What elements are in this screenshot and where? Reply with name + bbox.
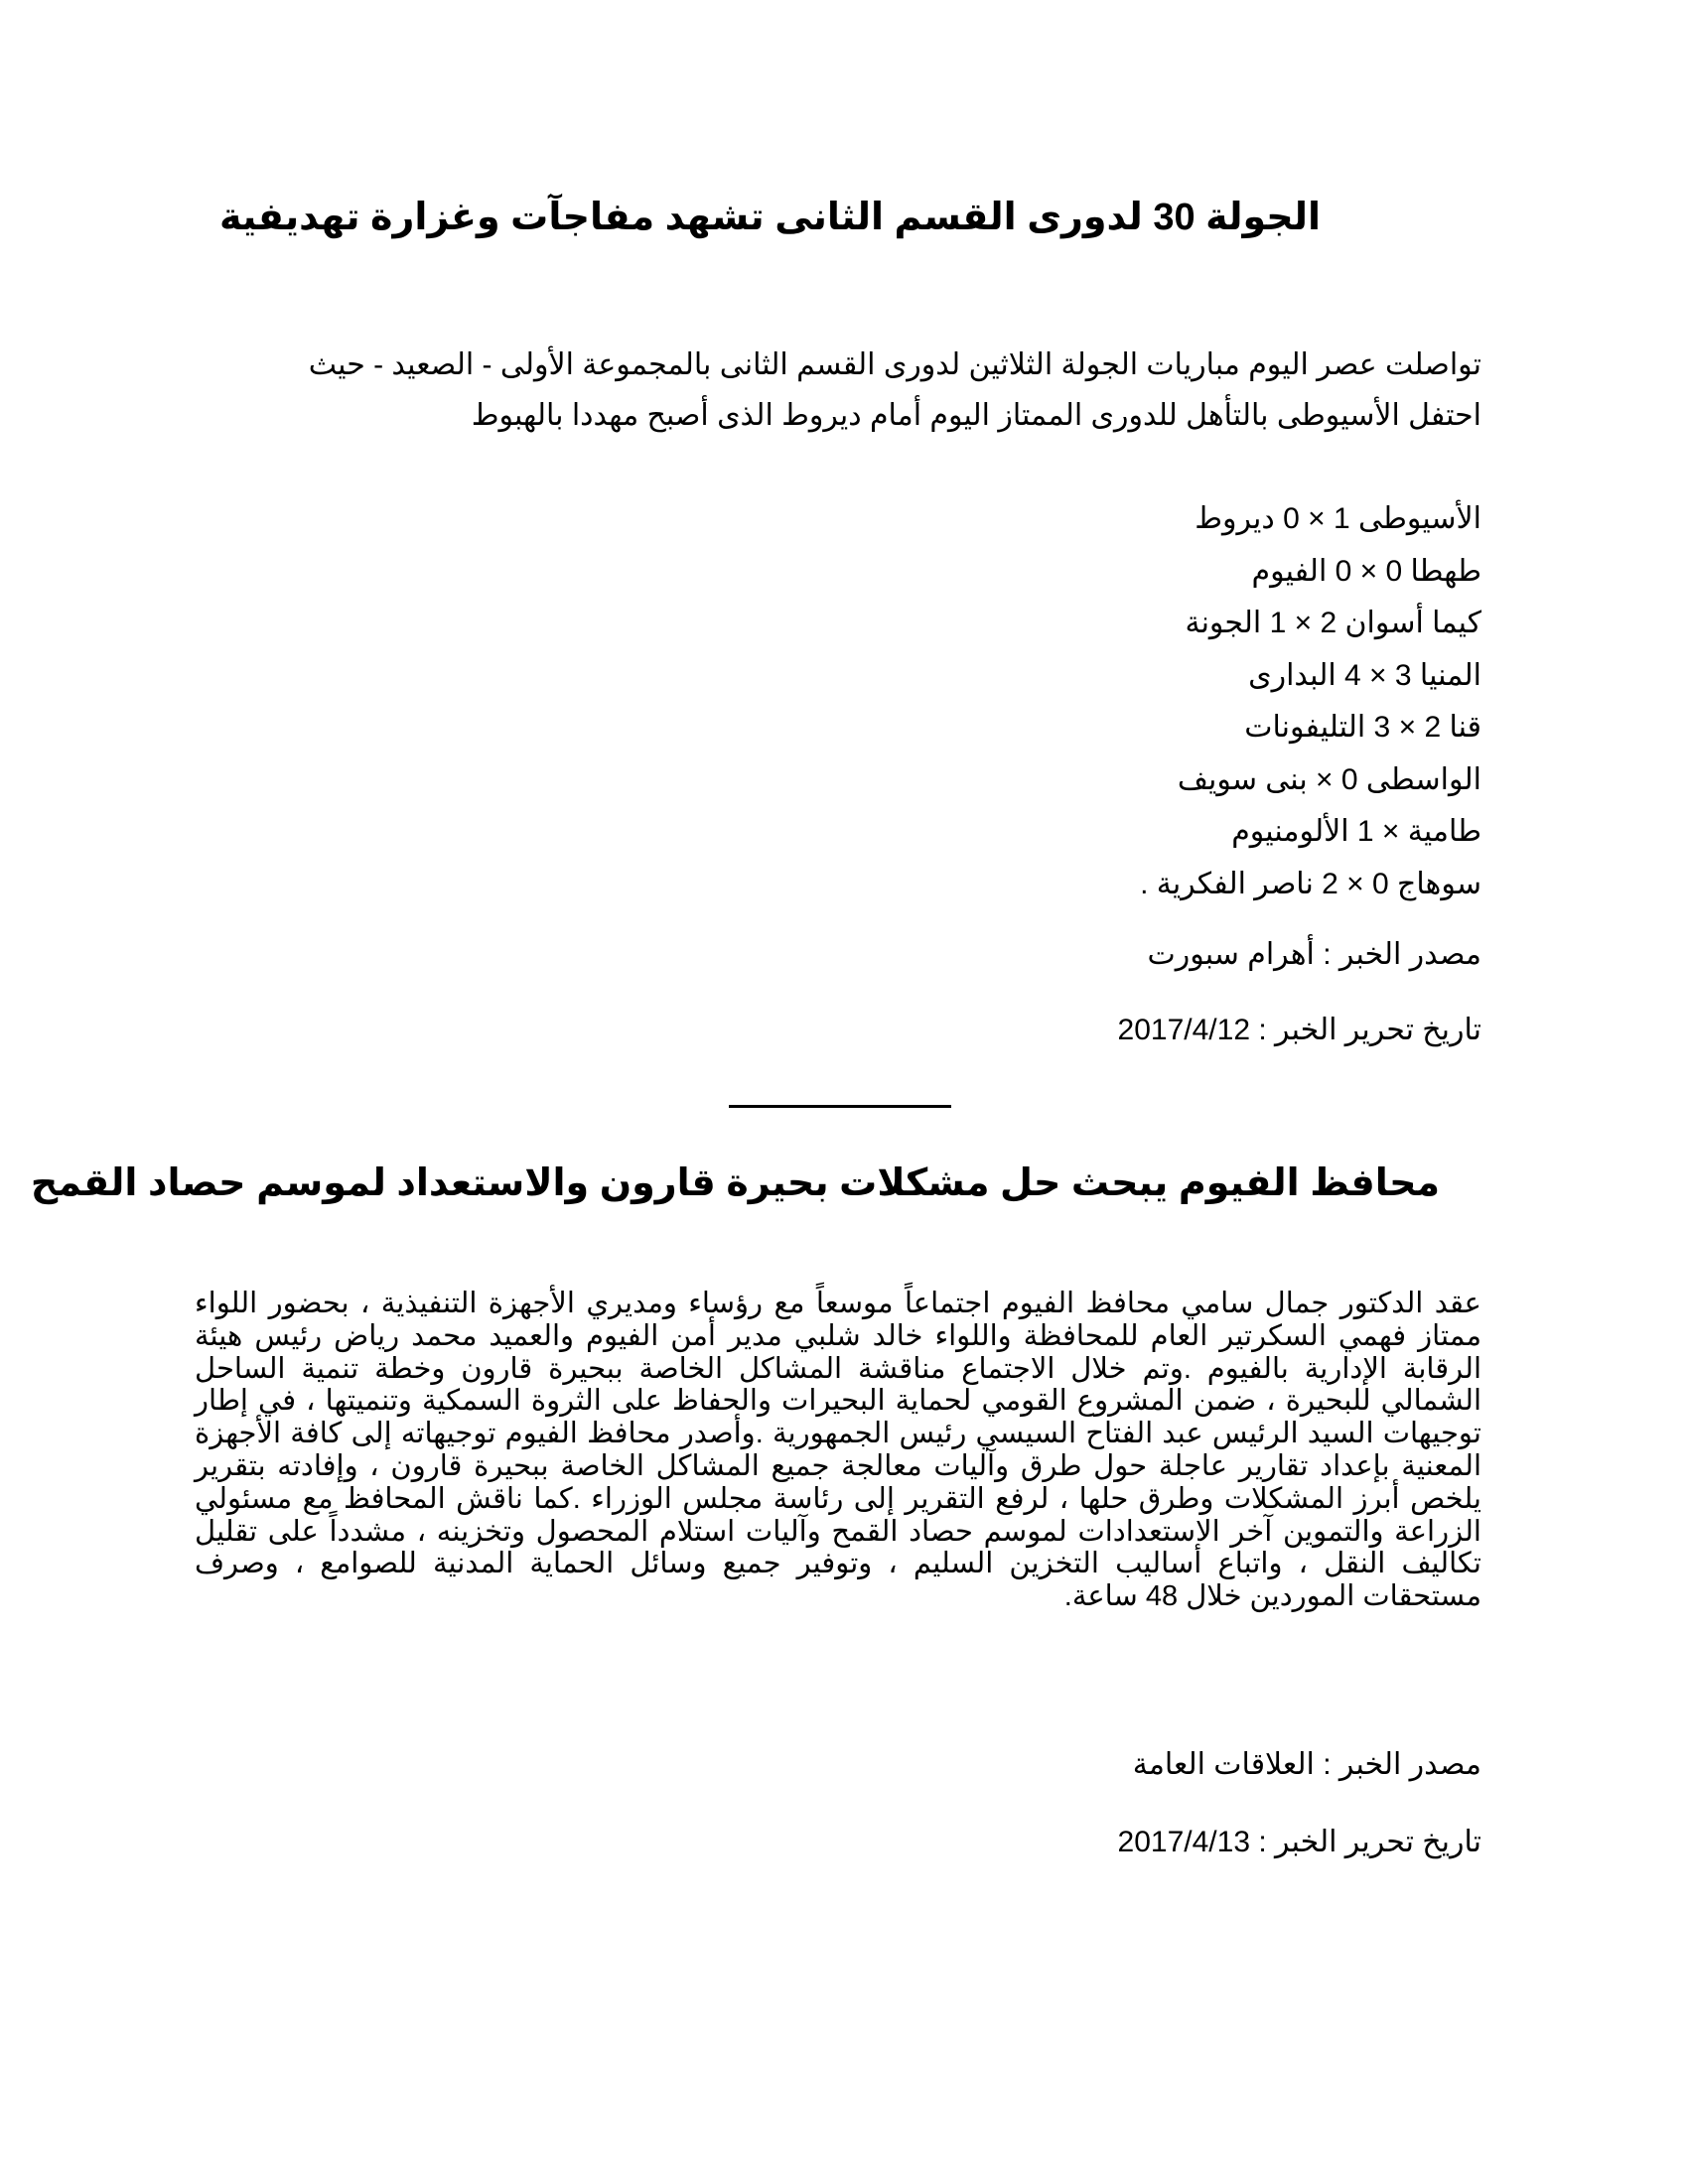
article-2-body: عقد الدكتور جمال سامي محافظ الفيوم اجتماعاً موسعاً مع رؤساء ومديري الأجهزة التنفيذية ، بحضور اللواء ممتاز فهمي السكرتير العام للمحافظة واللواء خالد شلبي مدير أمن الفيوم والعميد محمد رياض رئيس هيئة الرقابة الإدارية بالفيوم .وتم خلال الاجتماع مناقشة المشاكل الخاصة ببحيرة قارون وخطة تنمية الساحل الشمالي للبحيرة ، ضمن المشروع القومي لحماية البحيرات والحفاظ على الثروة السمكية وتنميتها ، في إطار توجيهات السيد الرئيس عبد الفتاح السيسي رئيس الجمهورية .وأصدر محافظ الفيوم توجيهاته إلى كافة الأجهزة المعنية بإعداد تقارير عاجلة حول طرق وآليات معالجة جميع المشاكل الخاصة ببحيرة قارون ، وإفادته بتقرير يلخص أبرز المشكلات وطرق حلها ، لرفع التقرير إلى رئاسة مجلس الوزراء .كما ناقش المحافظ مع مسئولي الزراعة والتموين آخر الاستعدادات لموسم حصاد القمح وآليات استلام المحصول وتخزينه ، مشدداً على تقليل تكاليف النقل ، واتباع أساليب التخزين السليم ، وتوفير جميع وسائل الحماية المدنية للصوامع ، وصرف مستحقات الموردين خلال 48 ساعة.	[195, 1288, 1481, 1613]
article-2-date: تاريخ تحرير الخبر : 2017/4/13	[1117, 1826, 1481, 1858]
article-1-source: مصدر الخبر : أهرام سبورت	[1147, 938, 1481, 971]
match-result: قنا 2 × 3 التليفونات	[1244, 711, 1481, 744]
match-result: المنيا 3 × 4 البدارى	[1248, 658, 1481, 692]
match-result: الأسيوطى 1 × 0 ديروط	[1195, 502, 1481, 535]
article-2-title: محافظ الفيوم يبحث حل مشكلات بحيرة قارون والاستعداد لموسم حصاد القمح	[30, 1162, 1440, 1204]
match-result: كيما أسوان 2 × 1 الجونة	[1185, 607, 1481, 639]
match-result: طهطا 0 × 0 الفيوم	[1251, 554, 1481, 588]
match-result: طامية × 1 الألومنيوم	[1231, 815, 1481, 848]
section-divider	[729, 1105, 951, 1108]
article-1-body-line: احتفل الأسيوطى بالتأهل للدورى الممتاز اليوم أمام ديروط الذى أصبح مهددا بالهبوط	[471, 399, 1481, 432]
article-1-body-line: تواصلت عصر اليوم مباريات الجولة الثلاثين لدورى القسم الثانى بالمجموعة الأولى - الصعيد - حيث	[308, 348, 1481, 381]
article-1-title: الجولة 30 لدورى القسم الثانى تشهد مفاجآت وغزارة تهديفية	[218, 197, 1321, 238]
match-result: سوهاج 0 × 2 ناصر الفكرية .	[1140, 867, 1481, 900]
article-1-body	[290, 340, 1481, 441]
article-2-source: مصدر الخبر : العلاقات العامة	[1132, 1748, 1481, 1781]
match-results-list	[1140, 493, 1481, 910]
match-result: الواسطى 0 × بنى سويف	[1177, 762, 1481, 796]
article-1-date: تاريخ تحرير الخبر : 2017/4/12	[1117, 1014, 1481, 1046]
